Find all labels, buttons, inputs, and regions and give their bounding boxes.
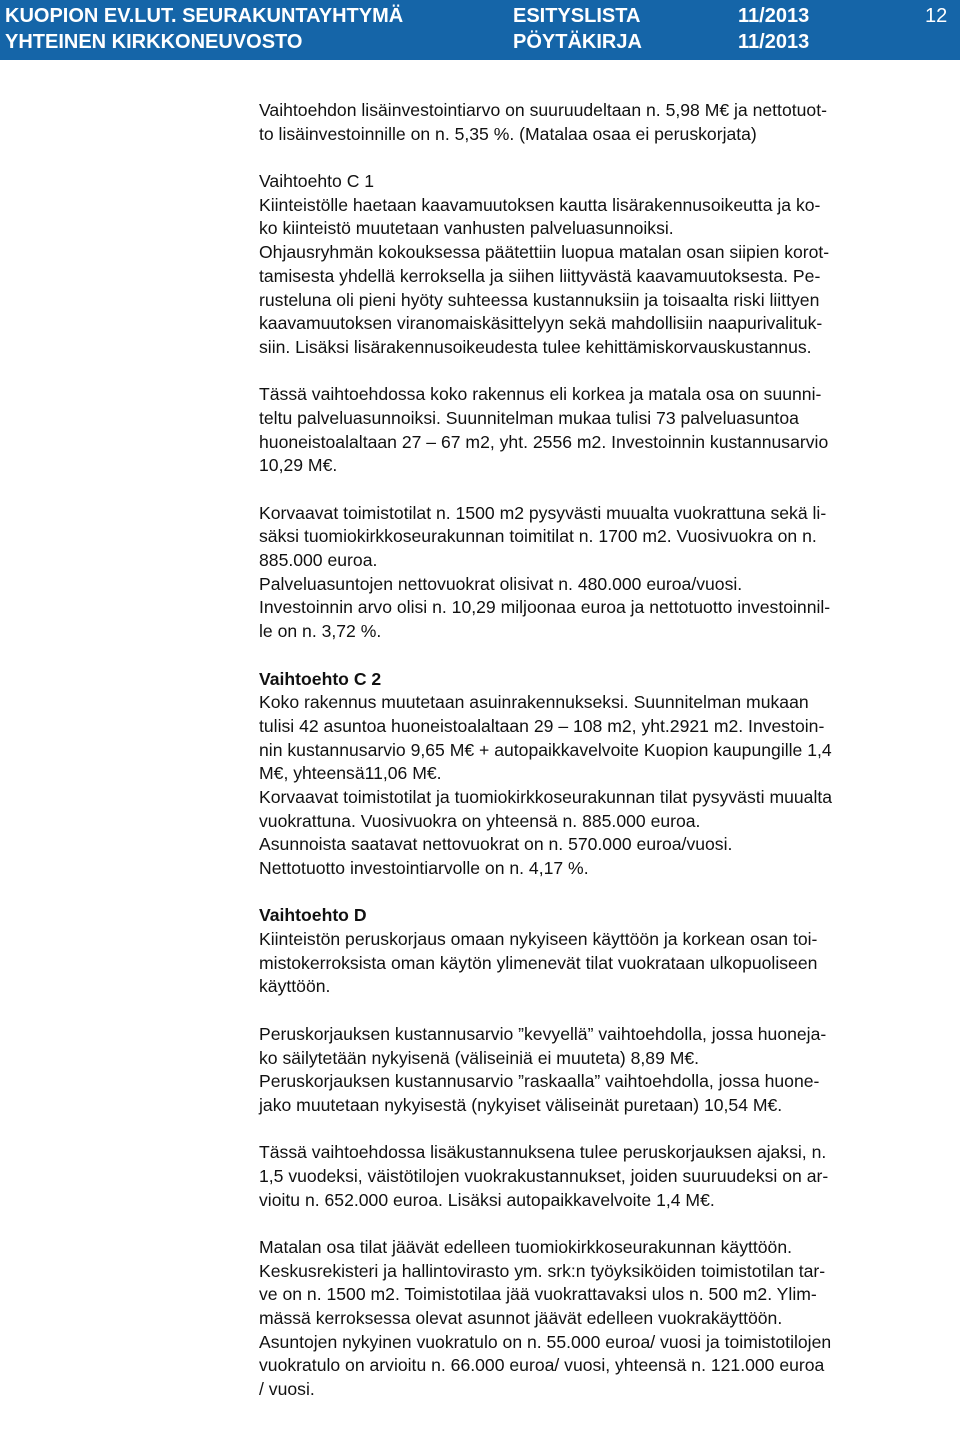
text-line: le on n. 3,72 %. bbox=[259, 621, 382, 642]
text-line: tulisi 42 asuntoa huoneistoalaltaan 29 – 108 m2, yht.2921 m2. Investoin- bbox=[259, 715, 825, 736]
text-line: 885.000 euroa. bbox=[259, 550, 378, 571]
paragraph bbox=[259, 928, 954, 999]
text-line: kaavamuutoksen viranomaiskäsittelyyn sekä mahdollisiin naapurivalituk- bbox=[259, 313, 823, 334]
text-line: Vaihtoehdon lisäinvestointiarvo on suuruudeltaan n. 5,98 M€ ja nettotuot- bbox=[259, 100, 827, 120]
text-line: ko säilytetään nykyisenä (väliseiniä ei muuteta) 8,89 M€. bbox=[259, 1047, 700, 1068]
text-line: nin kustannusarvio 9,65 M€ + autopaikkavelvoite Kuopion kaupungille 1,4 bbox=[259, 739, 832, 760]
section-heading-c1: Vaihtoehto C 1 bbox=[259, 171, 375, 192]
paragraph-gap bbox=[259, 1118, 954, 1142]
text-line: to lisäinvestoinnille on n. 5,35 %. (Matalaa osaa ei peruskorjata) bbox=[259, 123, 757, 144]
text-line: M€, yhteensä11,06 M€. bbox=[259, 763, 442, 784]
text-line: Asunnoista saatavat nettovuokrat on n. 570.000 euroa/vuosi. bbox=[259, 834, 733, 855]
council-name: YHTEINEN KIRKKONEUVOSTO bbox=[5, 31, 303, 53]
paragraph bbox=[259, 691, 954, 881]
paragraph bbox=[259, 1236, 954, 1402]
paragraph-gap bbox=[259, 881, 954, 905]
paragraph bbox=[259, 1023, 954, 1118]
text-line: vuokrattuna. Vuosivuokra on yhteensä n. 885.000 euroa. bbox=[259, 810, 701, 831]
paragraph bbox=[259, 99, 954, 146]
text-line: ko kiinteistö muutetaan vanhusten palveluasunnoiksi. bbox=[259, 218, 674, 239]
paragraph bbox=[259, 383, 954, 478]
paragraph bbox=[259, 194, 954, 360]
section-heading-c2: Vaihtoehto C 2 bbox=[259, 668, 382, 689]
text-line: vuokratulo on arvioitu n. 66.000 euroa/ vuosi, yhteensä n. 121.000 euroa bbox=[259, 1355, 825, 1376]
meeting-number-minutes: 11/2013 bbox=[738, 31, 810, 53]
text-line: tamisesta yhdellä kerroksella ja siihen liittyvästä kaavamuutoksesta. Pe- bbox=[259, 265, 821, 286]
document-header bbox=[0, 0, 960, 60]
paragraph bbox=[259, 502, 954, 644]
text-line: Korvaavat toimistotilat ja tuomiokirkkoseurakunnan tilat pysyvästi muualta bbox=[259, 786, 833, 807]
text-line: Peruskorjauksen kustannusarvio ”raskaalla” vaihtoehdolla, jossa huone- bbox=[259, 1071, 820, 1092]
document-body bbox=[259, 99, 954, 1402]
paragraph-gap bbox=[259, 999, 954, 1023]
text-line: ve on n. 1500 m2. Toimistotilaa jää vuokrattavaksi ulos n. 500 m2. Ylim- bbox=[259, 1284, 817, 1305]
text-line: mistokerroksista oman käytön ylimenevät tilat vuokrataan ulkopuoliseen bbox=[259, 952, 818, 973]
text-line: Ohjausryhmän kokouksessa päätettiin luopua matalan osan siipien korot- bbox=[259, 242, 830, 263]
paragraph-gap bbox=[259, 360, 954, 384]
text-line: teltu palveluasunnoiksi. Suunnitelman mukaa tulisi 73 palveluasuntoa bbox=[259, 407, 799, 428]
text-line: Nettotuotto investointiarvolle on n. 4,17 %. bbox=[259, 858, 589, 878]
text-line: Investoinnin arvo olisi n. 10,29 miljoonaa euroa ja nettotuotto investoinnil- bbox=[259, 597, 831, 618]
text-line: käyttöön. bbox=[259, 976, 331, 997]
text-line: Tässä vaihtoehdossa koko rakennus eli korkea ja matala osa on suunni- bbox=[259, 384, 822, 405]
paragraph-gap bbox=[259, 644, 954, 668]
text-line: siin. Lisäksi lisärakennusoikeudesta tulee kehittämiskorvauskustannus. bbox=[259, 336, 812, 357]
text-line: vioitu n. 652.000 euroa. Lisäksi autopaikkavelvoite 1,4 M€. bbox=[259, 1189, 715, 1210]
text-line: Keskusrekisteri ja hallintovirasto ym. srk:n työyksiköiden toimistotilan tar- bbox=[259, 1260, 826, 1281]
text-line: Matalan osa tilat jäävät edelleen tuomiokirkkoseurakunnan käyttöön. bbox=[259, 1237, 793, 1257]
paragraph-gap bbox=[259, 1212, 954, 1236]
text-line: 10,29 M€. bbox=[259, 455, 338, 476]
text-line: / vuosi. bbox=[259, 1379, 315, 1400]
text-line: Peruskorjauksen kustannusarvio ”kevyellä” vaihtoehdolla, jossa huoneja- bbox=[259, 1023, 827, 1044]
paragraph bbox=[259, 1141, 954, 1212]
page-number: 12 bbox=[925, 5, 948, 27]
text-line: Kiinteistön peruskorjaus omaan nykyiseen käyttöön ja korkean osan toi- bbox=[259, 929, 818, 950]
paragraph-gap bbox=[259, 478, 954, 502]
text-line: rusteluna oli pieni hyöty suhteessa kustannuksiin ja toisaalta riski liittyen bbox=[259, 289, 820, 310]
text-line: Korvaavat toimistotilat n. 1500 m2 pysyvästi muualta vuokrattuna sekä li- bbox=[259, 502, 827, 523]
text-line: Palveluasuntojen nettovuokrat olisivat n. 480.000 euroa/vuosi. bbox=[259, 573, 743, 594]
document-type-minutes: PÖYTÄKIRJA bbox=[513, 31, 642, 53]
text-line: jako muutetaan nykyisestä (nykyiset väliseinät puretaan) 10,54 M€. bbox=[259, 1094, 783, 1115]
organization-name: KUOPION EV.LUT. SEURAKUNTAYHTYMÄ bbox=[5, 5, 404, 27]
text-line: mässä kerroksessa olevat asunnot jäävät edelleen vuokrakäyttöön. bbox=[259, 1308, 783, 1329]
meeting-number-agenda: 11/2013 bbox=[738, 5, 810, 27]
document-type-agenda: ESITYSLISTA bbox=[513, 5, 641, 27]
paragraph-gap bbox=[259, 146, 954, 170]
section-heading-d: Vaihtoehto D bbox=[259, 905, 367, 926]
text-line: huoneistoalaltaan 27 – 67 m2, yht. 2556 m2. Investoinnin kustannusarvio bbox=[259, 431, 829, 452]
text-line: Tässä vaihtoehdossa lisäkustannuksena tulee peruskorjauksen ajaksi, n. bbox=[259, 1142, 827, 1163]
text-line: Kiinteistölle haetaan kaavamuutoksen kautta lisärakennusoikeutta ja ko- bbox=[259, 194, 821, 215]
text-line: säksi tuomiokirkkoseurakunnan toimitilat n. 1700 m2. Vuosivuokra on n. bbox=[259, 526, 817, 547]
text-line: 1,5 vuodeksi, väistötilojen vuokrakustannukset, joiden suuruudeksi on ar- bbox=[259, 1165, 829, 1186]
text-line: Asuntojen nykyinen vuokratulo on n. 55.000 euroa/ vuosi ja toimistotilojen bbox=[259, 1331, 832, 1352]
text-line: Koko rakennus muutetaan asuinrakennukseksi. Suunnitelman mukaan bbox=[259, 692, 809, 713]
